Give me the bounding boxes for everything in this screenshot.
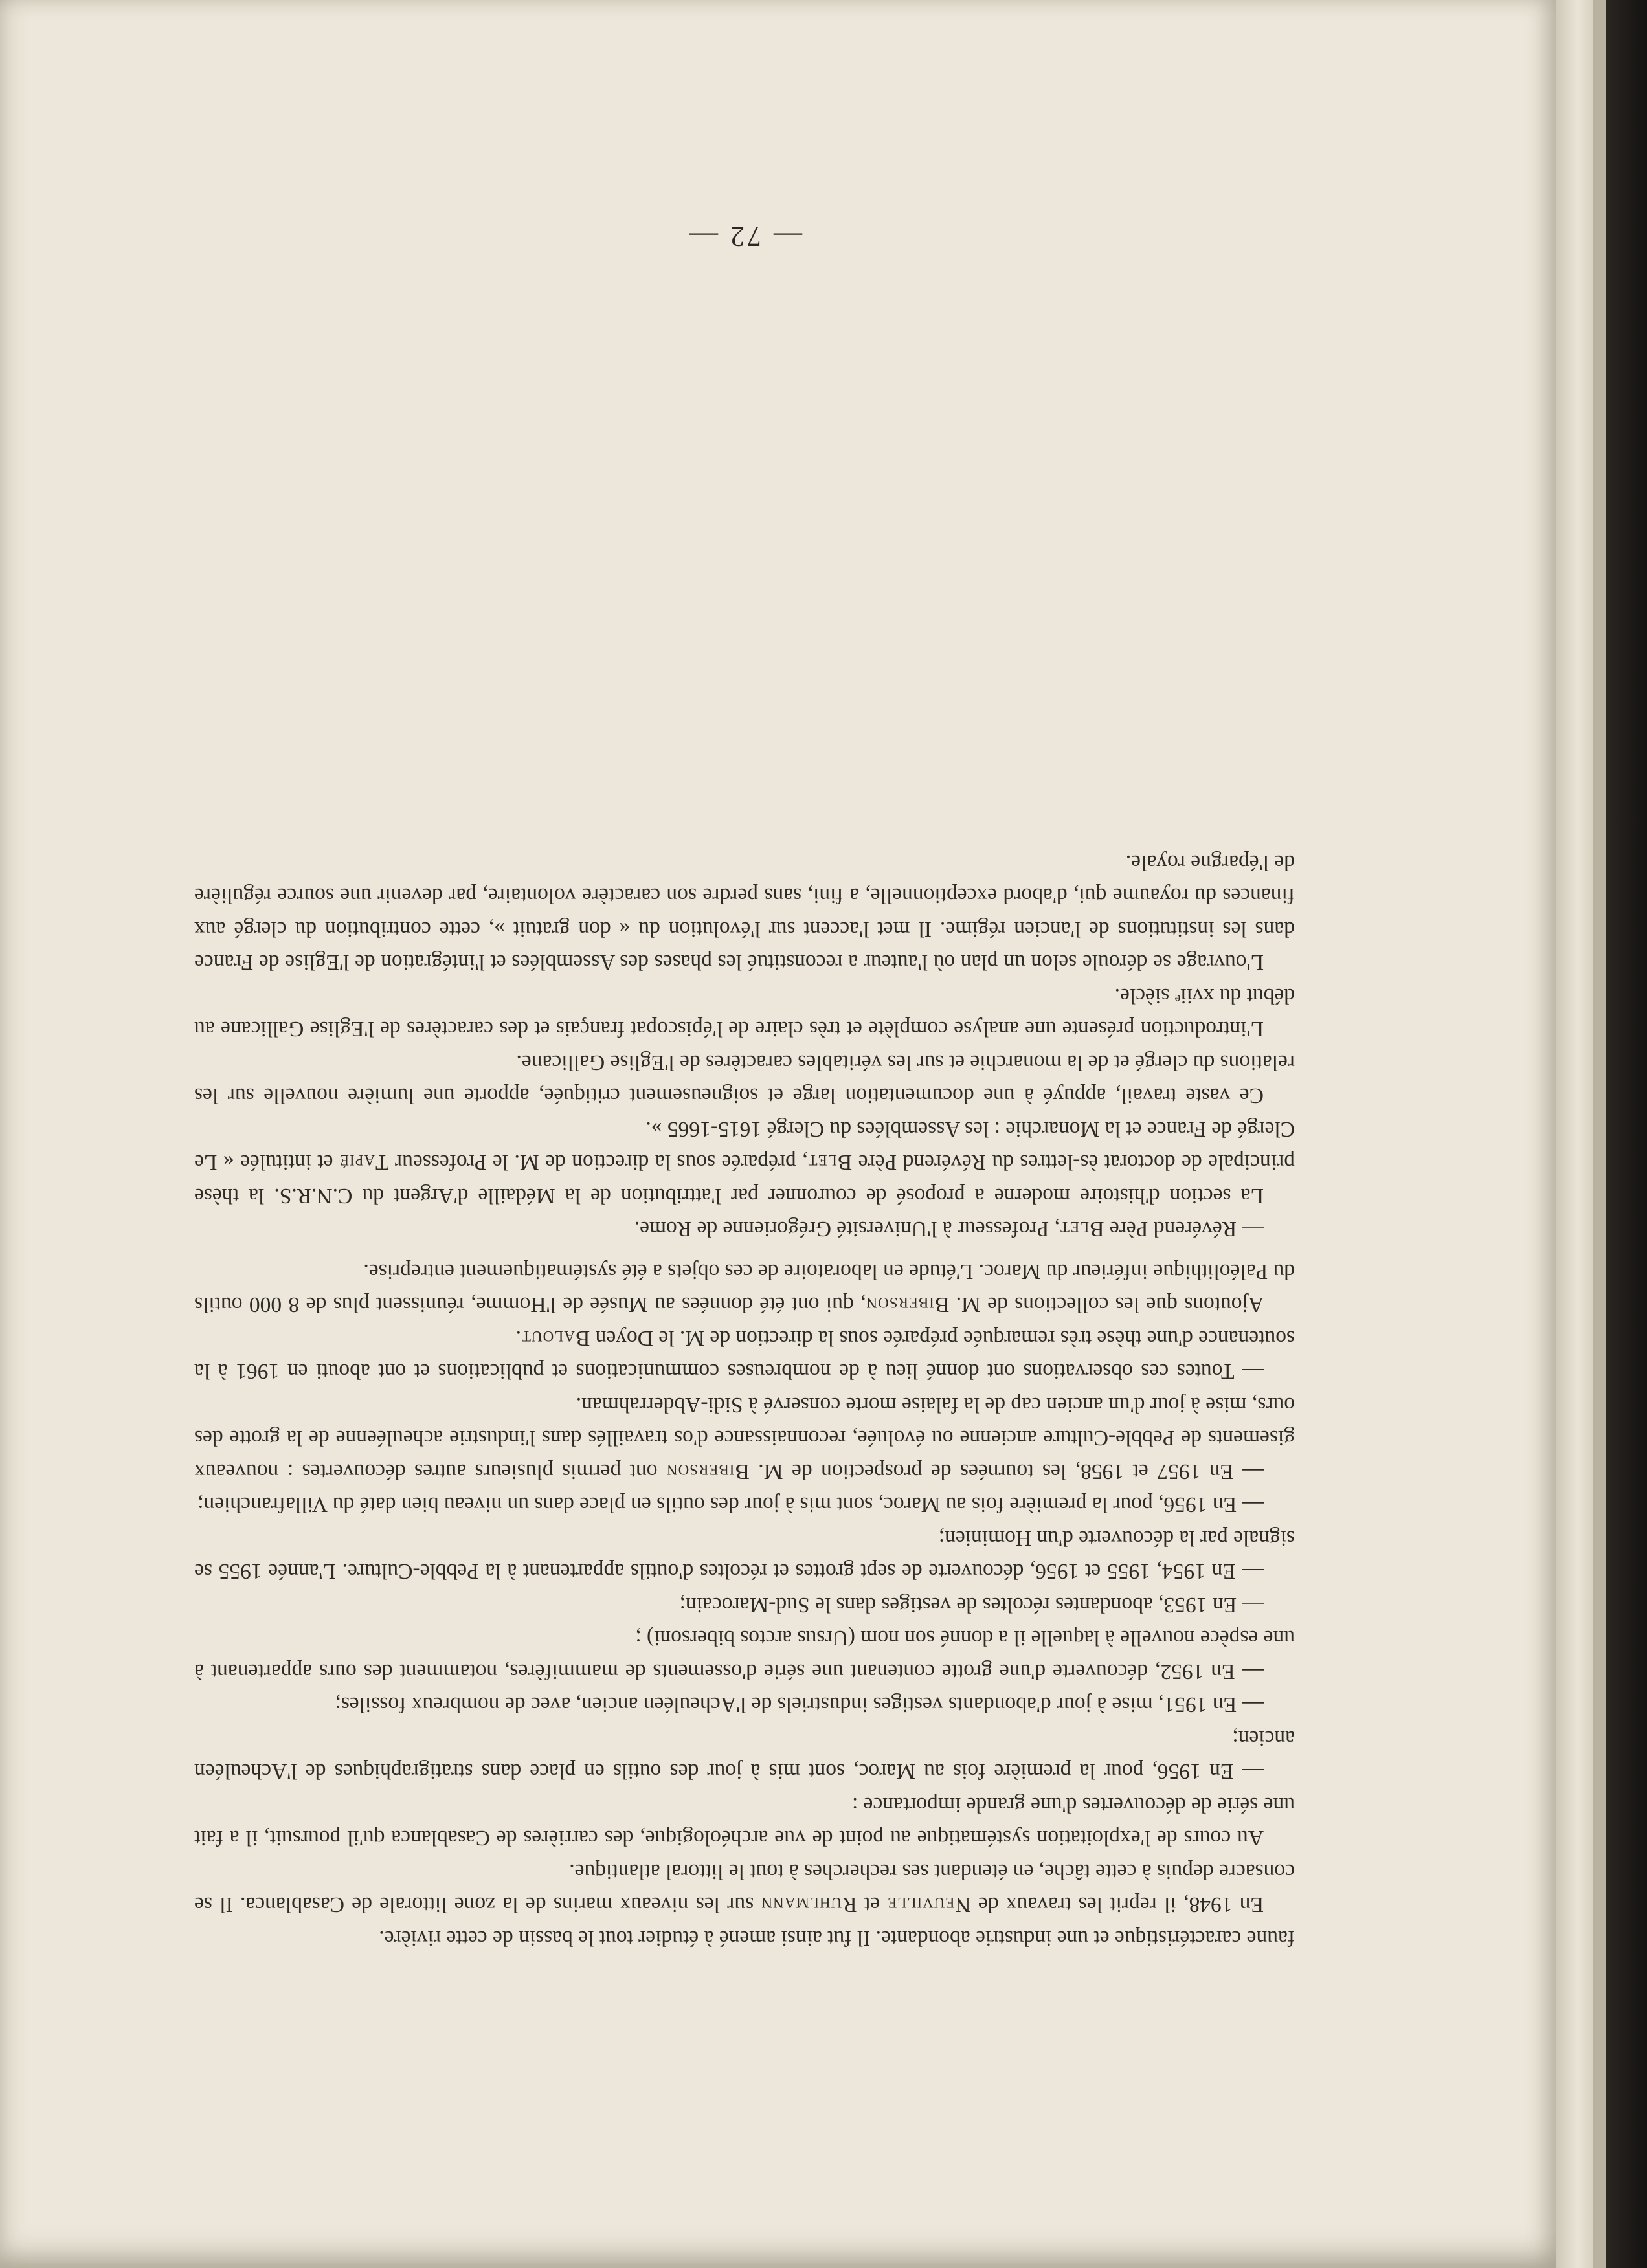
- paragraph-section: La section d'histoire moderne a proposé de couronner par l'attribution de la Médaille d'Argent du C.N.R.S. la thèse principale de doctorat ès-lettres du Révérend Père Blet, préparée sous la direction de M. le Professeur Tapié et intitulée « Le Clergé de France et la Monarchie : les Assemblées du Clergé 1615-1665 ».: [194, 1117, 1295, 1208]
- paragraph-1957: — En 1957 et 1958, les tournées de prospection de M. Biberson ont permis plusieurs autres découvertes : nouveaux gisements de Pebble-Culture ancienne ou évoluée, reconnaissance d'os travaillés dans l'industrie acheuléenne de la grotte des ours, mise à jour d'un ancien cap de la falaise morte conservé à Sidi-Abderrahman.: [194, 1393, 1295, 1484]
- heading-pere-blet: — Révérend Père Blet, Professeur à l'Université Grégorienne de Rome.: [634, 1217, 1264, 1241]
- paragraph-observations: — Toutes ces observations ont donné lieu à de nombreuses communications et publications et ont abouti en 1961 à la soutenance d'une thèse très remarquée préparée sous la direction de M. le Doyen Balout.: [194, 1326, 1295, 1384]
- page-edge-shadow: [1593, 0, 1606, 2268]
- list-item-1952: — En 1952, découverte d'une grotte contenant une série d'ossements de mammifères, notamment des ours appartenant à une espèce nouvelle à laquelle il a donné son nom (Ursus arctos bibersoni) ;: [194, 1626, 1295, 1684]
- list-item-1956b: — En 1956, pour la première fois au Maroc, sont mis à jour des outils en place dans un niveau bien daté du Villafranchien;: [197, 1493, 1264, 1517]
- binding-background: [1606, 0, 1647, 2268]
- paragraph-ajoutons: Ajoutons que les collections de M. Biberson, qui ont été données au Musée de l'Homme, réunissent plus de 8 000 outils du Paléolithique inférieur du Maroc. L'étude en laboratoire de ces objets a été systématiquement entreprise.: [194, 1260, 1295, 1317]
- rotated-text-block: [194, 220, 1295, 1955]
- paragraph-introduction: L'introduction présente une analyse complète et très claire de l'épiscopat français et des caractères de l'Eglise Gallicane au début du xviiᵉ siècle.: [194, 984, 1295, 1041]
- list-item-1951: — En 1951, mise à jour d'abondants vestiges industriels de l'Acheuléen ancien, avec de nombreux fossiles;: [335, 1693, 1264, 1717]
- list-item-1953: — En 1953, abondantes récoltes de vestiges dans le Sud-Marocain;: [679, 1593, 1264, 1617]
- paragraph-continuation: faune caractéristique et une industrie abondante. Il fut ainsi amené à étudier tout le bassin de cette rivière.: [379, 1926, 1295, 1950]
- paragraph-travail: Ce vaste travail, appuyé à une documentation large et soigneusement critiquée, apporte une lumière nouvelle sur les relations du clergé et de la monarchie et sur les véritables caractères de l'Eglise Gallicane.: [194, 1051, 1295, 1108]
- page-number: — 72 —: [687, 221, 802, 252]
- list-item-1956a: — En 1956, pour la première fois au Maroc, sont mis à jour des outils en place dans stratigraphiques de l'Acheuléen ancien;: [194, 1726, 1295, 1784]
- page-edges: [1556, 0, 1593, 2268]
- paragraph-1948: En 1948, il reprit les travaux de Neuville et Ruhlmann sur les niveaux marins de la zone littorale de Casablanca. Il se consacre depuis à cette tâche, en étendant ses recherches à tout le littoral atlantique.: [194, 1860, 1295, 1917]
- paragraph-exploitation: Au cours de l'exploitation systématique au point de vue archéologique, des carrières de Casablanca qu'il poursuit, il a fait une série de découvertes d'une grande importance :: [194, 1793, 1295, 1851]
- list-item-1954: — En 1954, 1955 et 1956, découverte de sept grottes et récoltes d'outils appartenant à la Pebble-Culture. L'année 1955 se signale par la découverte d'un Hominien;: [194, 1526, 1295, 1584]
- page-body: [194, 846, 1295, 1955]
- paragraph-ouvrage: L'ouvrage se déroule selon un plan où l'auteur a reconstitué les phases des Assemblées et l'intégration de l'Eglise de France dans les institutions de l'ancien régime. Il met l'accent sur l'évolution du « don gratuit », cette contribution du clergé aux finances du royaume qui, d'abord exceptionnelle, a fini, sans perdre son caractère volontaire, par devenir une source régulière de l'épargne royale.: [194, 850, 1295, 975]
